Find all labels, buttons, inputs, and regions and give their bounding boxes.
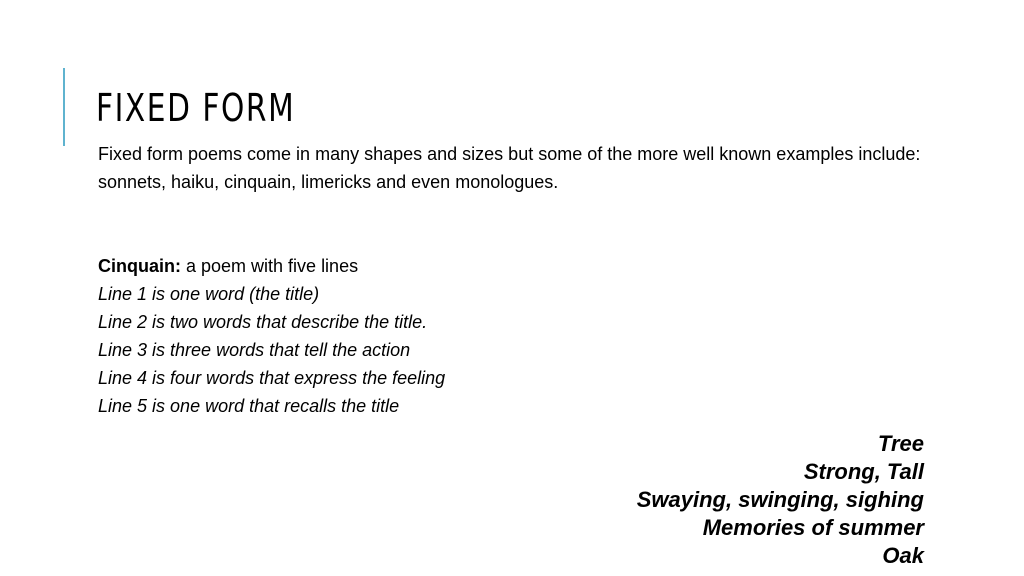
cinquain-rule-line-4: Line 4 is four words that express the feeling <box>98 368 446 388</box>
example-poem <box>637 430 924 570</box>
intro-paragraph: Fixed form poems come in many shapes and sizes but some of the more well known examples include: sonnets, haiku, cinquain, limericks and even monologues. <box>98 144 921 192</box>
cinquain-rule-line-5: Line 5 is one word that recalls the title <box>98 396 400 416</box>
poem-line-3: Swaying, swinging, sighing <box>636 487 924 512</box>
poem-line-1: Tree <box>877 431 924 456</box>
cinquain-rule-line-2: Line 2 is two words that describe the title. <box>98 312 428 332</box>
cinquain-definition-block <box>98 252 798 420</box>
poem-line-4: Memories of summer <box>702 515 924 540</box>
poem-line-2: Strong, Tall <box>803 459 924 484</box>
title-accent-bar <box>63 68 65 146</box>
cinquain-definition <box>98 252 798 280</box>
cinquain-rule-line-3: Line 3 is three words that tell the action <box>98 340 411 360</box>
poem-line-5: Oak <box>882 543 924 568</box>
cinquain-term: Cinquain: <box>98 256 181 276</box>
slide-title: FIXED FORM <box>96 86 296 130</box>
cinquain-definition-text: a poem with five lines <box>181 256 359 276</box>
cinquain-rule-line-1: Line 1 is one word (the title) <box>98 284 320 304</box>
